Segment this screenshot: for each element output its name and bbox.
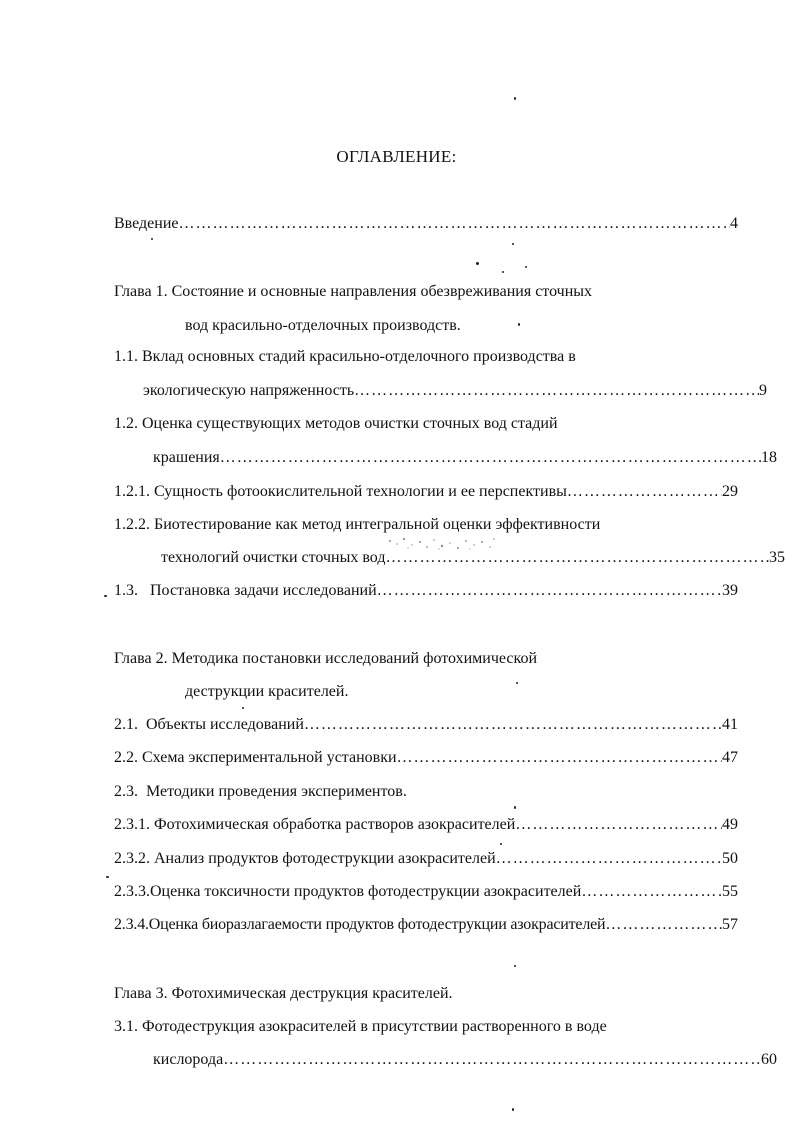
toc-label: 2.3.4.Оценка биоразлагаемости продуктов фотодеструкции азокрасителей [114,916,606,933]
dot-leader [496,847,722,871]
toc-page: 35 [769,549,785,566]
scan-speck [106,876,109,878]
scan-speck [242,707,244,709]
scan-speck [516,682,518,684]
toc-page: 41 [722,716,738,733]
scan-speck [512,1108,514,1111]
toc-label: 2.3.2. Анализ продуктов фотодеструкции азокрасителей [114,850,496,867]
toc-label: 2.3.3.Оценка токсичности продуктов фотодеструкции азокрасителей [114,883,582,900]
scan-speck [512,243,514,245]
toc-page: 9 [759,382,767,399]
toc-entry [114,847,738,871]
toc-label: 1.2. Оценка существующих методов очистки сточных вод стадий [114,415,558,432]
scan-speck [500,843,502,845]
dot-leader [304,713,722,737]
toc-label: крашения [153,449,220,466]
toc-entry [114,446,777,470]
toc-label: 2.2. Схема экспериментальной установки [114,749,397,766]
toc-entry [114,1015,738,1039]
dot-leader [223,1048,761,1072]
scan-speck [514,965,516,967]
toc-label: 2.1. Объекты исследований [114,716,304,733]
toc-label: 1.2.2. Биотестирование как метод интегральной оценки эффективности [114,516,601,533]
toc-entry [114,480,738,504]
toc-label: 2.3. Методики проведения экспериментов. [114,783,407,800]
scan-speck [525,266,527,268]
scan-speck [476,262,479,265]
scan-smudge [382,527,502,551]
toc-entry [114,680,793,704]
toc-entry [114,913,738,937]
toc-label: кислорода [153,1051,224,1068]
toc-page: 57 [722,916,738,933]
toc-page: 49 [722,816,738,833]
toc-entry [114,579,738,603]
dot-leader [377,579,722,603]
toc-label: 2.3.1. Фотохимическая обработка растворов азокрасителей [114,816,516,833]
dot-leader [397,746,722,770]
toc-label: Глава 3. Фотохимическая деструкция красителей. [114,985,453,1002]
toc-entry [114,1048,777,1072]
toc-page: 47 [722,749,738,766]
toc-label: 1.3. Постановка задачи исследований [114,582,377,599]
scan-speck [514,97,516,100]
dot-leader [515,813,722,837]
dot-leader [605,913,722,937]
dot-leader [581,880,722,904]
dot-leader [567,480,722,504]
toc-entry [114,746,738,770]
toc-label: Введение [114,215,179,232]
toc-entry [114,412,738,436]
toc-page: 55 [722,883,738,900]
toc-label: Глава 1. Состояние и основные направления обезвреживания сточных [114,283,593,300]
toc-page: 39 [722,582,738,599]
toc-page: 50 [722,850,738,867]
toc-label: 3.1. Фотодеструкция азокрасителей в присутствии растворенного в воде [114,1018,607,1035]
scan-speck [518,323,520,326]
toc-entry [114,314,793,338]
toc-entry [114,880,738,904]
scan-speck [151,238,153,240]
toc-entry [114,982,738,1006]
toc-page: 60 [761,1051,777,1068]
toc-page: 18 [761,449,777,466]
toc-page: 4 [730,215,738,232]
toc-label: 1.1. Вклад основных стадий красильно-отделочного производства в [114,348,576,365]
toc-label: вод красильно-отделочных производств. [185,317,461,334]
scan-speck [104,595,107,597]
toc-entry [114,713,738,737]
toc-entry [114,379,767,403]
page-title: ОГЛАВЛЕНИЕ: [336,147,457,166]
toc-entry [114,780,738,804]
toc-entry [114,280,738,304]
toc-label: Глава 2. Методика постановки исследований фотохимической [114,650,538,667]
scan-speck [502,271,504,273]
toc-page: 29 [722,483,738,500]
toc-label: экологическую напряженность [143,382,355,399]
dot-leader [354,379,759,403]
toc-label: 1.2.1. Сущность фотоокислительной технологии и ее перспективы [114,483,567,500]
dot-leader [220,446,761,470]
toc-label: технологий очистки сточных вод [161,549,386,566]
toc-entry [114,813,738,837]
toc-entry [114,212,738,236]
scan-speck [514,806,516,809]
dot-leader [179,212,731,236]
toc-entry [114,647,738,671]
toc-entry [114,345,738,369]
toc-label: деструкции красителей. [185,683,349,700]
